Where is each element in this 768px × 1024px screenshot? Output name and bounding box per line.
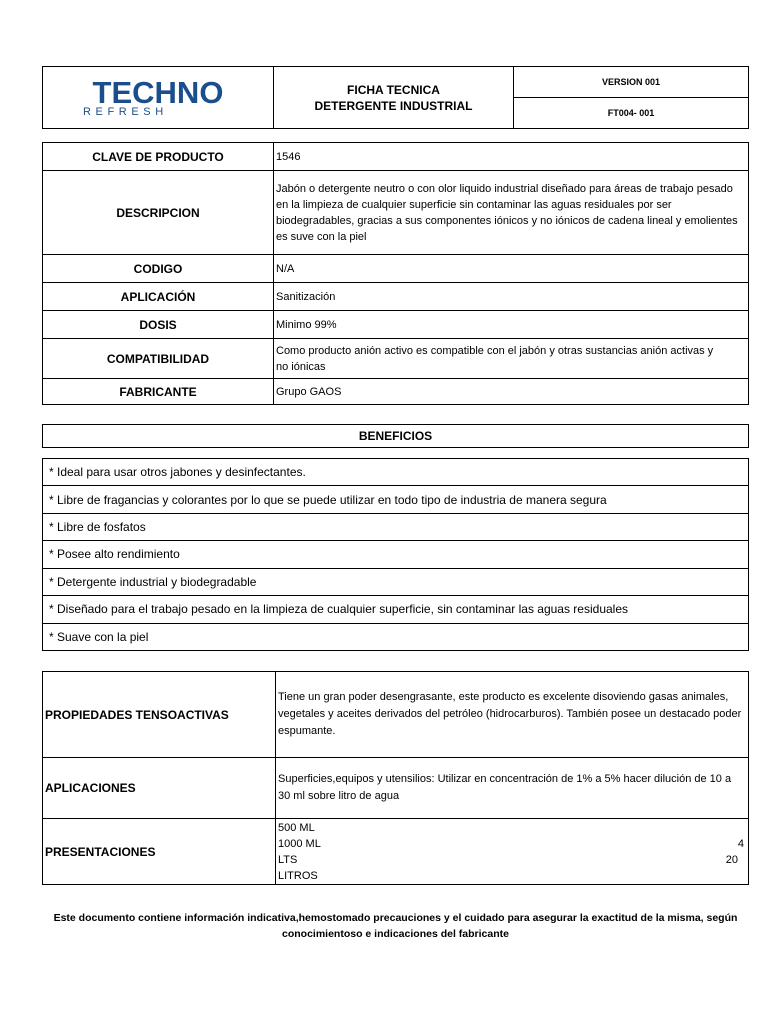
benefit-text: * Posee alto rendimiento <box>43 541 749 568</box>
tenso-value: Tiene un gran poder desengrasante, este producto es excelente disoviendo gasas animales, vegetales y aceites derivados del petróleo (hidrocarburos). También posee un destacado poder espumante. <box>276 672 749 758</box>
applications-value: Superficies,equipos y utensilios: Utilizar en concentración de 1% a 5% hacer dilución de 10 a 30 ml sobre litro de agua <box>276 758 749 819</box>
row-label: DOSIS <box>43 311 274 339</box>
table-row <box>43 672 749 758</box>
row-label: FABRICANTE <box>43 379 274 405</box>
list-item <box>43 459 749 486</box>
table-row <box>43 283 749 311</box>
benefit-text: * Libre de fragancias y colorantes por lo que se puede utilizar en todo tipo de industria de manera segura <box>43 486 749 513</box>
list-item <box>43 568 749 595</box>
tenso-label: PROPIEDADES TENSOACTIVAS <box>43 672 276 758</box>
document-code-cell: FT004- 001 <box>514 98 749 129</box>
presentation-size: 1000 ML <box>278 837 321 850</box>
benefit-text: * Ideal para usar otros jabones y desinfectantes. <box>43 459 749 486</box>
benefit-text: * Detergente industrial y biodegradable <box>43 568 749 595</box>
presentation-line <box>278 836 748 852</box>
benefit-text: * Libre de fosfatos <box>43 513 749 540</box>
table-row <box>43 819 749 885</box>
presentations-value <box>276 819 749 885</box>
table-row <box>43 143 749 171</box>
table-row <box>43 255 749 283</box>
benefits-title: BENEFICIOS <box>43 425 749 448</box>
row-label: APLICACIÓN <box>43 283 274 311</box>
presentation-qty: 4 <box>737 837 744 850</box>
version-cell: VERSION 001 <box>514 67 749 98</box>
presentation-qty: 20 <box>725 853 738 866</box>
table-row <box>43 171 749 255</box>
footer-line-1: Este documento contiene información indicativa,hemostomado precauciones y el cuidado para asegurar la exactitud de la misma, según <box>53 912 738 924</box>
row-value: Jabón o detergente neutro o con olor liquido industrial diseñado para áreas de trabajo pesado en la limpieza de cualquier superficie sin contaminar las aguas residuales por ser biodegradables, gracias a sus componentes iónicos y no iónicos de cadena lineal y emolientes es suve con la piel <box>274 171 749 255</box>
benefit-text: * Diseñado para el trabajo pesado en la limpieza de cualquier superficie, sin contaminar las aguas residuales <box>43 596 749 623</box>
document-title <box>274 67 514 129</box>
table-row <box>43 311 749 339</box>
logo <box>43 67 274 129</box>
list-item <box>43 486 749 513</box>
document-header <box>42 66 749 128</box>
list-item <box>43 623 749 650</box>
presentation-size: LTS <box>278 853 298 866</box>
row-value: Minimo 99% <box>274 311 749 339</box>
presentation-size: LITROS <box>278 869 318 882</box>
benefits-header <box>42 424 749 448</box>
footer-line-2: conocimientosо e indicaciones del fabricante <box>282 928 509 940</box>
table-row <box>43 339 749 379</box>
list-item <box>43 513 749 540</box>
title-line-1: FICHA TECNICA <box>347 82 440 97</box>
benefits-list <box>42 458 749 651</box>
row-value: Sanitización <box>274 283 749 311</box>
presentation-line <box>278 820 748 836</box>
table-row <box>43 758 749 819</box>
row-label: COMPATIBILIDAD <box>43 339 274 379</box>
row-label: DESCRIPCION <box>43 171 274 255</box>
row-value: 1546 <box>274 143 749 171</box>
row-value: Grupo GAOS <box>274 379 749 405</box>
logo-sub-text: REFRESH <box>83 106 168 118</box>
row-label: CLAVE DE PRODUCTO <box>43 143 274 171</box>
presentation-size: 500 ML <box>278 821 315 834</box>
product-table <box>42 142 749 404</box>
list-item <box>43 541 749 568</box>
presentation-line <box>278 852 748 868</box>
row-value: N/A <box>274 255 749 283</box>
disclaimer-footer <box>42 910 749 942</box>
table-row <box>43 379 749 405</box>
row-value: Como producto anión activo es compatible con el jabón y otras sustancias anión activas y no iónicas <box>274 339 749 379</box>
presentation-line <box>278 868 748 884</box>
list-item <box>43 596 749 623</box>
presentations-label: PRESENTACIONES <box>43 819 276 885</box>
row-label: CODIGO <box>43 255 274 283</box>
logo-main-text: TECHNO <box>92 75 224 110</box>
title-line-2: DETERGENTE INDUSTRIAL <box>314 98 473 113</box>
benefit-text: * Suave con la piel <box>43 623 749 650</box>
properties-table <box>42 671 749 884</box>
applications-label: APLICACIONES <box>43 758 276 819</box>
